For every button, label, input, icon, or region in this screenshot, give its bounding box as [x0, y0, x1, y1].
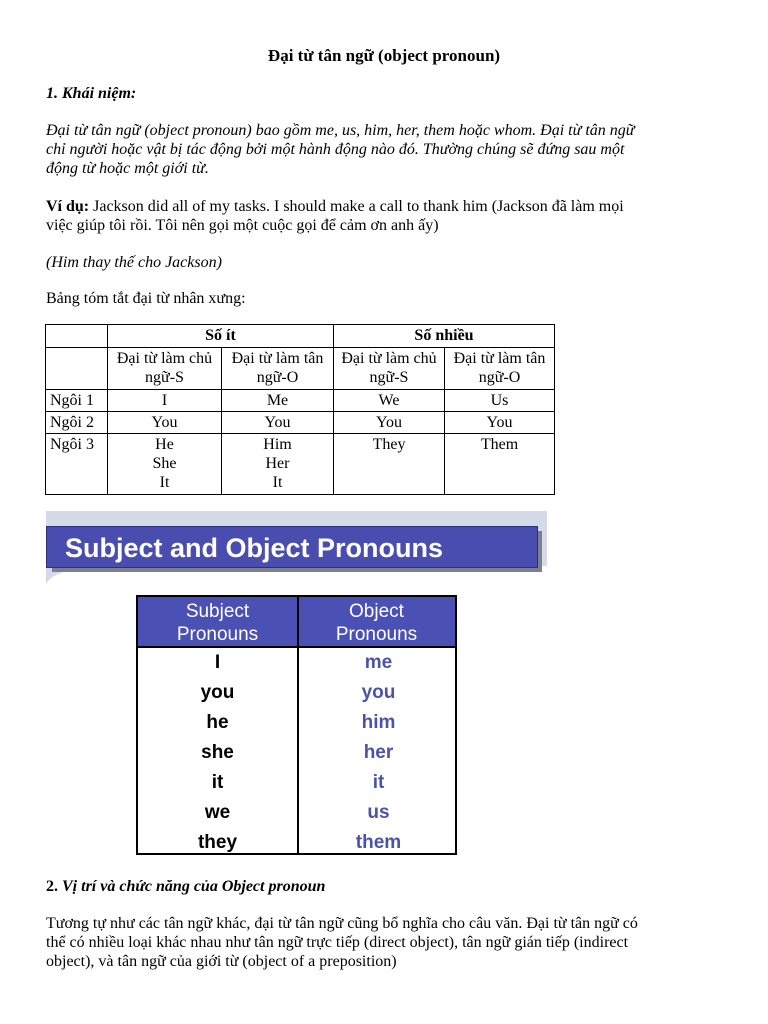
- table-cell-empty: [46, 325, 108, 348]
- pronoun-pair-row: [138, 738, 455, 768]
- header-line: Subject: [185, 601, 250, 622]
- table-cell: Me: [222, 390, 334, 412]
- object-pronoun: you: [361, 682, 396, 703]
- subject-pronoun: they: [197, 832, 238, 853]
- object-pronoun: her: [363, 742, 394, 763]
- cell-line: Him: [263, 436, 292, 453]
- object-pronoun: us: [367, 802, 390, 823]
- pronoun-pair-row: [138, 828, 455, 858]
- table-row: [46, 434, 555, 495]
- example-paragraph: [46, 197, 726, 235]
- sub-header-cell: [108, 348, 222, 390]
- object-pronoun: me: [364, 652, 393, 673]
- cell-line: Them: [480, 436, 519, 453]
- example-label: Ví dụ:: [46, 198, 90, 215]
- example-text: Jackson did all of my tasks. I should make a call to thank him (Jackson đã làm mọi: [89, 198, 624, 215]
- table-cell: You: [222, 412, 334, 434]
- pronoun-pair-row: [138, 648, 455, 678]
- row-label: Ngôi 1: [46, 390, 108, 412]
- subject-pronoun: I: [214, 652, 221, 673]
- section-2-title: Vị trí và chức năng của Object pronoun: [58, 878, 326, 895]
- definition-line: chỉ người hoặc vật bị tác động bởi một hành động nào đó. Thường chúng sẽ đứng sau một: [46, 141, 625, 158]
- definition-line: động từ hoặc một giới từ.: [46, 160, 209, 177]
- paragraph-line: thể có nhiều loại khác nhau như tân ngữ trực tiếp (direct object), tân ngữ gián tiếp (indirect: [46, 934, 629, 951]
- pronoun-pair-row: [138, 768, 455, 798]
- sub-header-cell: [334, 348, 445, 390]
- sub-header-line: Đại từ làm tân: [453, 350, 546, 367]
- sub-header-line: ngữ-S: [145, 369, 184, 386]
- table-row: [46, 348, 555, 390]
- paragraph-line: Tương tự như các tân ngữ khác, đại từ tân ngữ cũng bổ nghĩa cho câu văn. Đại từ tân ngữ có: [46, 915, 638, 932]
- example-note: (Him thay thế cho Jackson): [46, 254, 222, 271]
- table-row: [46, 412, 555, 434]
- object-pronoun: him: [361, 712, 396, 733]
- header-line: Object: [349, 601, 404, 622]
- row-label: Ngôi 2: [46, 412, 108, 434]
- table-cell: You: [108, 412, 222, 434]
- subject-pronoun: she: [201, 742, 234, 763]
- definition-paragraph: [46, 121, 726, 178]
- table-cell: You: [334, 412, 445, 434]
- sub-header-cell: [445, 348, 555, 390]
- cell-line: It: [159, 474, 170, 491]
- table-cell: [108, 434, 222, 495]
- row-label: Ngôi 3: [46, 434, 108, 495]
- header-line: Pronouns: [176, 624, 259, 645]
- subject-object-pronoun-chart: [136, 595, 457, 855]
- example-line: việc giúp tôi rồi. Tôi nên gọi một cuộc gọi để cảm ơn anh ấy): [46, 217, 439, 234]
- pronouns-banner-title: Subject and Object Pronouns: [46, 526, 538, 568]
- header-line: Pronouns: [335, 624, 418, 645]
- object-pronouns-header: [297, 600, 456, 646]
- sub-header-line: ngữ-O: [256, 369, 299, 386]
- sub-header-line: Đại từ làm chủ: [341, 350, 437, 367]
- cell-line: She: [152, 455, 177, 472]
- cell-line: He: [155, 436, 174, 453]
- pronoun-pair-row: [138, 798, 455, 828]
- example-line: [46, 197, 726, 216]
- subject-pronoun: it: [211, 772, 224, 793]
- section-2-number: 2.: [46, 878, 58, 895]
- table-row: [46, 325, 555, 348]
- cell-line: They: [372, 436, 406, 453]
- sub-header-line: ngữ-S: [369, 369, 409, 386]
- sub-header-cell: [222, 348, 334, 390]
- sub-header-line: Đại từ làm tân: [231, 350, 324, 367]
- object-pronoun: it: [372, 772, 385, 793]
- paragraph-line: object), và tân ngữ của giới từ (object of a preposition): [46, 953, 397, 970]
- table-cell: We: [334, 390, 445, 412]
- page-title: Đại từ tân ngữ (object pronoun): [267, 46, 501, 65]
- table-cell: You: [445, 412, 555, 434]
- sub-header-line: ngữ-O: [478, 369, 521, 386]
- cell-line: Her: [265, 455, 290, 472]
- pronoun-pair-row: [138, 708, 455, 738]
- table-cell: I: [108, 390, 222, 412]
- section-2-paragraph: [46, 914, 736, 971]
- table-intro: Bảng tóm tắt đại từ nhân xưng:: [46, 290, 246, 307]
- group-header-singular: Số ít: [108, 325, 334, 348]
- table-cell: [445, 434, 555, 495]
- cell-line: It: [272, 474, 283, 491]
- group-header-plural: Số nhiều: [334, 325, 555, 348]
- definition-line: Đại từ tân ngữ (object pronoun) bao gồm me, us, him, her, them hoặc whom. Đại từ tân ngữ: [46, 122, 635, 139]
- subject-pronoun: you: [200, 682, 235, 703]
- subject-pronoun: we: [204, 802, 231, 823]
- table-cell: Us: [445, 390, 555, 412]
- pronoun-summary-table: [45, 324, 555, 495]
- table-row: [46, 390, 555, 412]
- table-cell: [222, 434, 334, 495]
- subject-pronoun: he: [206, 712, 229, 733]
- sub-header-line: Đại từ làm chủ: [116, 350, 213, 367]
- section-1-heading: 1. Khái niệm:: [46, 85, 137, 102]
- table-cell-empty: [46, 348, 108, 390]
- subject-pronouns-header: [138, 600, 297, 646]
- table-cell: [334, 434, 445, 495]
- pronoun-pair-row: [138, 678, 455, 708]
- section-2-heading: [46, 877, 325, 896]
- object-pronoun: them: [355, 832, 402, 853]
